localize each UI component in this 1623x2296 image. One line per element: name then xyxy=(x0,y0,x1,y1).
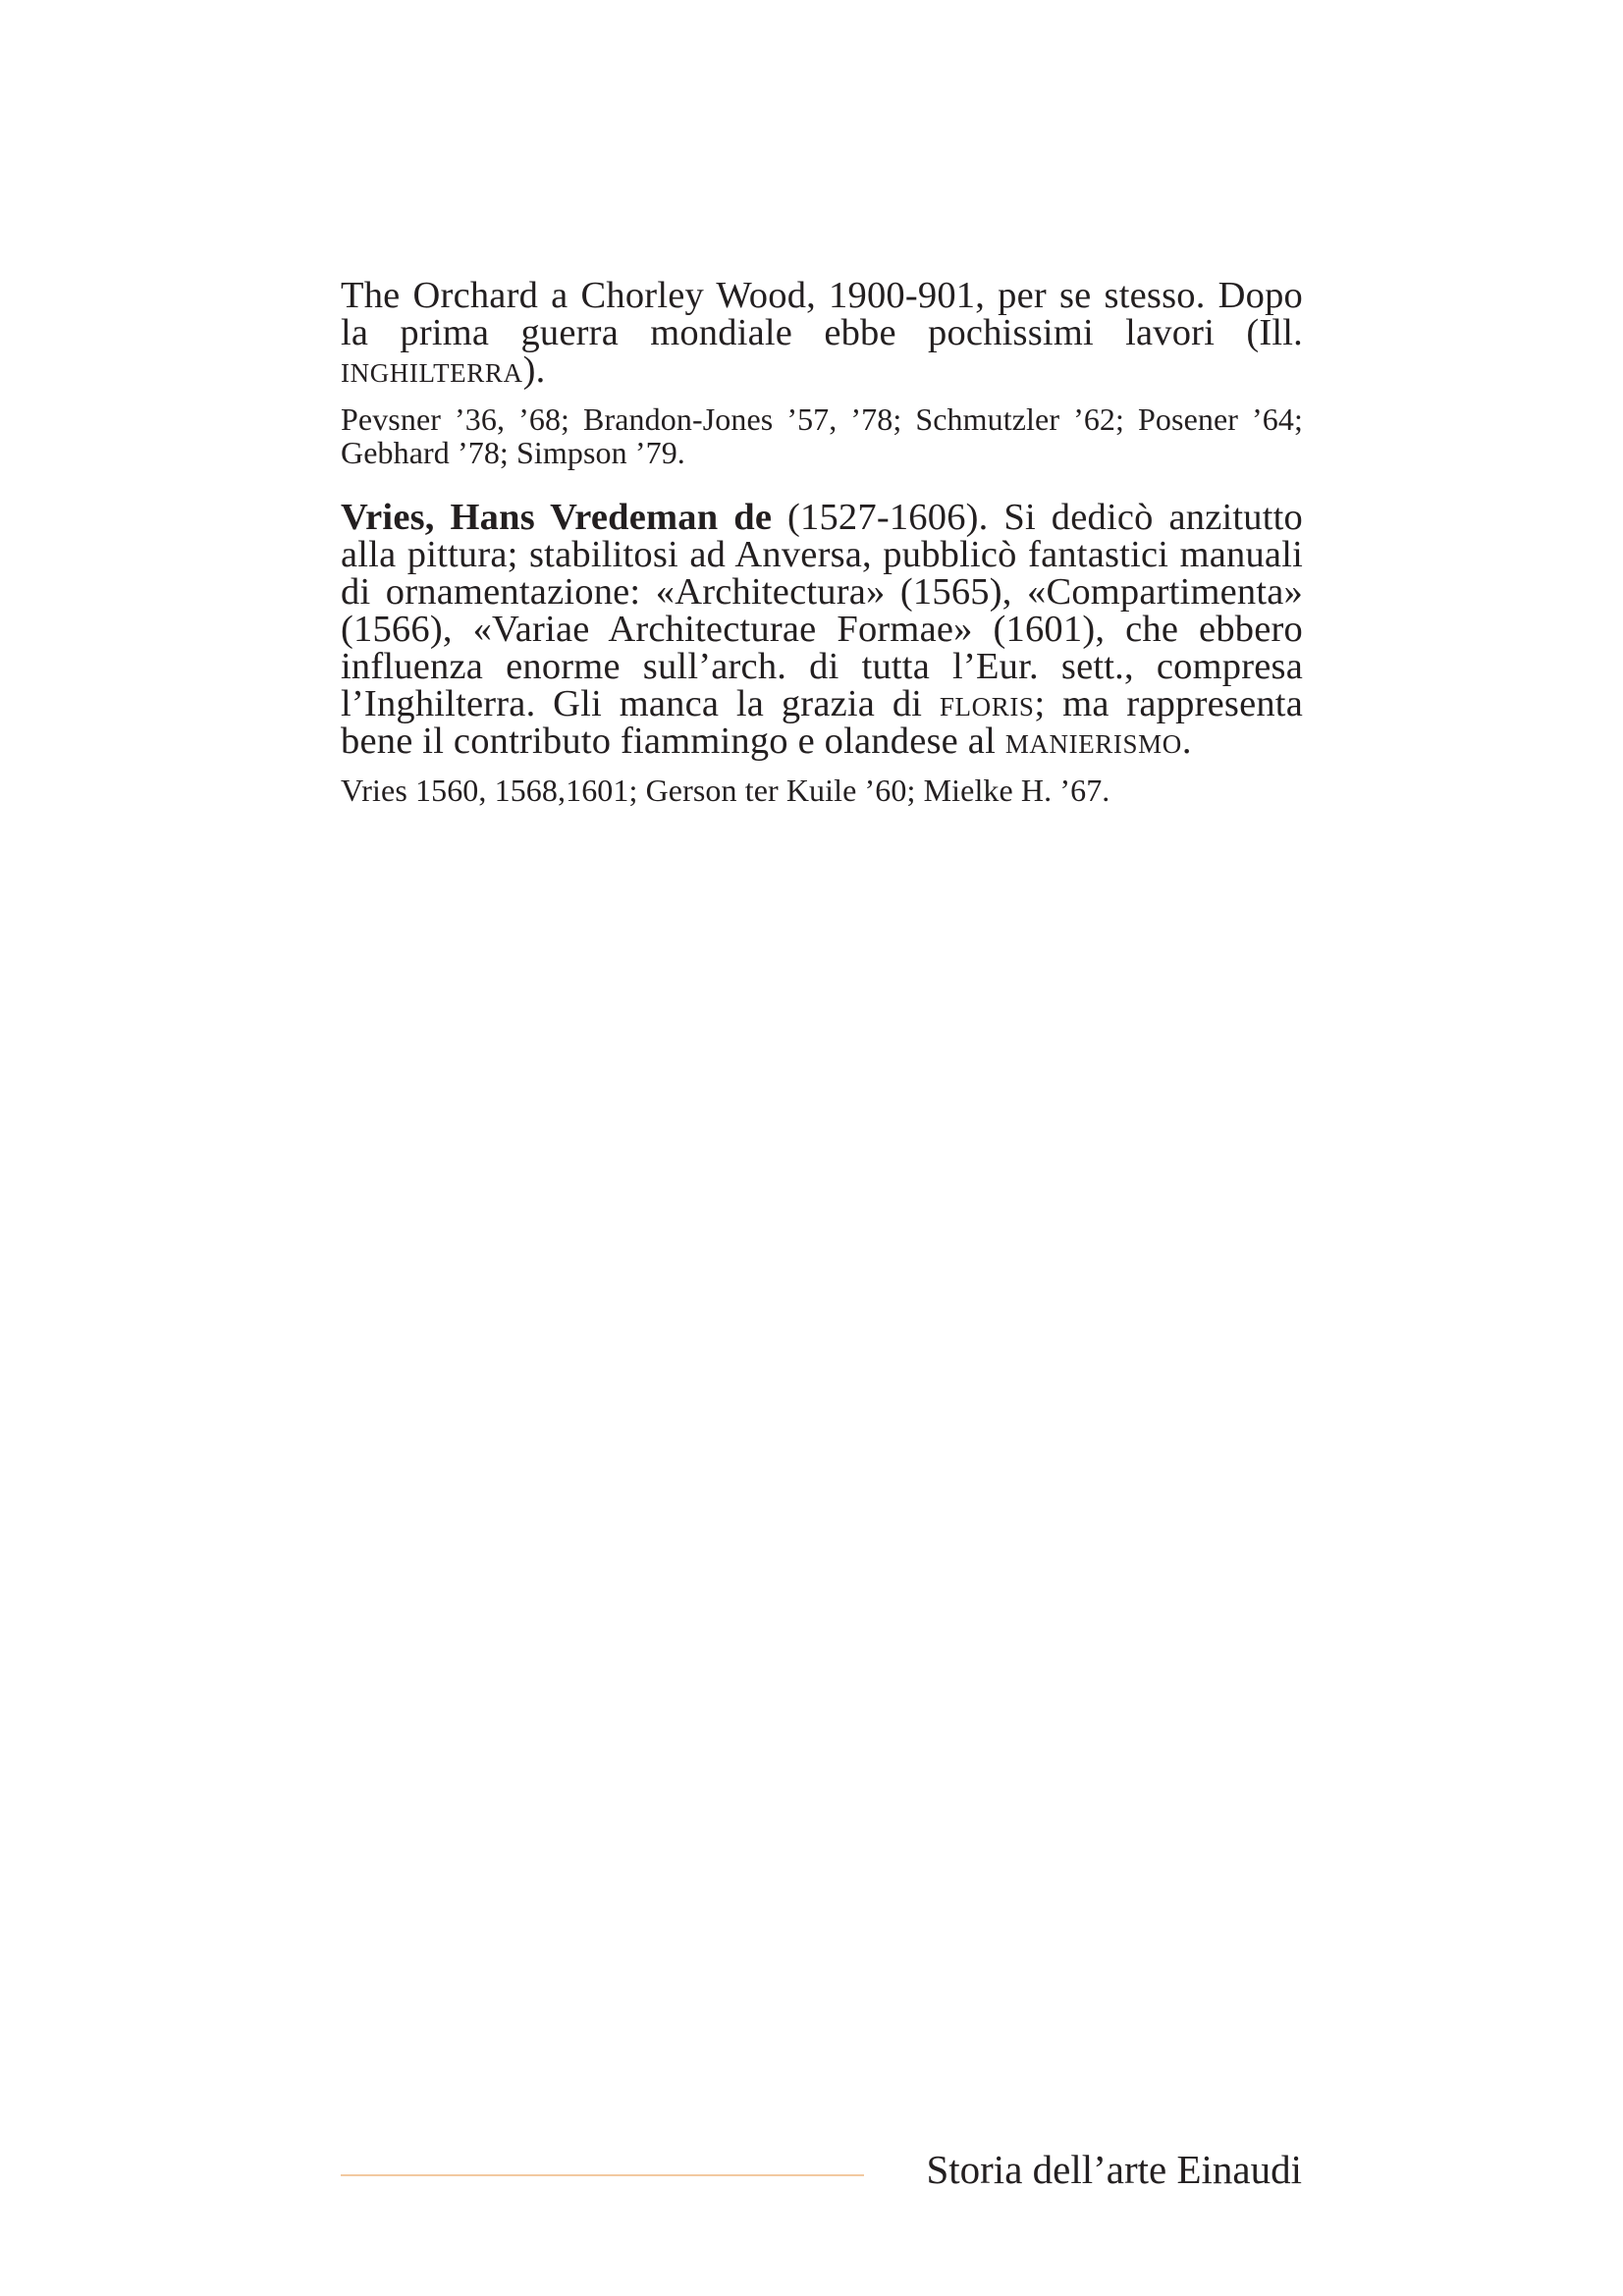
footer-publication-title: Storia dell’arte Einaudi xyxy=(926,2147,1302,2192)
entry-headword: Vries, Hans Vredeman de xyxy=(341,497,773,538)
cross-reference-floris[interactable]: floris xyxy=(939,683,1035,724)
entry-text: (1527-1606). Si dedicò anzitutto alla pittura; stabilitosi ad Anversa, pubblicò fantastici manuali di ornamentazione: «Architectura» (1565), «Compartimenta» (1566), «Variae Architecturae Formae» (1601), che ebbero influenza enorme sull’arch. di tutta l’Eur. sett., compresa l’Inghilterra. Gli manca la grazia di xyxy=(341,497,1303,724)
cross-reference-inghilterra[interactable]: inghilterra xyxy=(341,349,523,391)
entry-text: The Orchard a Chorley Wood, 1900-901, per se stesso. Dopo la prima guerra mondiale ebbe pochissimi lavori (Ill. xyxy=(341,275,1303,353)
entry-continuation-paragraph xyxy=(341,277,1303,389)
entry-vries-paragraph xyxy=(341,499,1303,760)
bibliography-vries: Vries 1560, 1568,1601; Gerson ter Kuile ’60; Mielke H. ’67. xyxy=(341,773,1110,808)
entry-text: ; ma rappresenta bene il contributo fiammingo e olandese al xyxy=(341,683,1303,762)
cross-reference-manierismo[interactable]: manierismo xyxy=(1004,721,1182,762)
entry-text: . xyxy=(1181,721,1192,762)
footer-rule xyxy=(341,2174,864,2176)
entry-text: ). xyxy=(522,349,546,391)
bibliography-previous-entry: Pevsner ’36, ’68; Brandon-Jones ’57, ’78; Schmutzler ’62; Posener ’64; Gebhard ’78; Simpson ’79. xyxy=(341,401,1303,470)
page-body xyxy=(341,277,1303,807)
